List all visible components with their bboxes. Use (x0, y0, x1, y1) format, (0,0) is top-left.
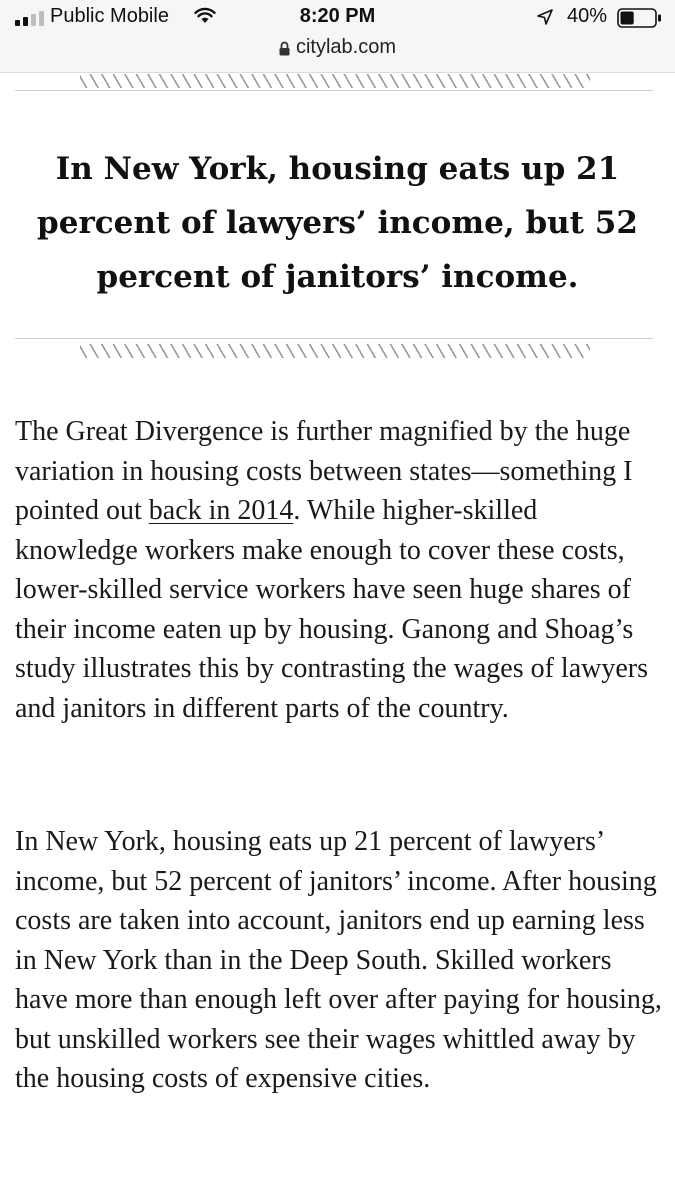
article-paragraph-1 (15, 412, 663, 728)
status-bar (0, 0, 675, 73)
lock-icon (279, 41, 290, 56)
pull-quote: In New York, housing eats up 21 percent of lawyers’ income, but 52 percent of janitors’ income. (37, 151, 638, 295)
top-hatch-divider (80, 74, 590, 88)
article-paragraph-2: In New York, housing eats up 21 percent of lawyers’ income, but 52 percent of janitors’ income. After housing costs are taken into account, janitors end up earning less in New York than in the Deep South. Skilled workers have more than enough left over after paying for housing, but unskilled workers see their wages whittled away by the housing costs of expensive cities. (15, 826, 662, 1094)
bottom-hatch-divider (80, 344, 590, 358)
carrier-name: Public Mobile (50, 5, 169, 27)
location-arrow-icon (537, 9, 553, 25)
address-bar[interactable] (0, 36, 675, 59)
bottom-rule (15, 338, 653, 339)
paragraph-1-text-before-link: The Great Divergence is further magnified by the huge variation in housing costs between states—something I pointed out (15, 416, 633, 526)
url-text: citylab.com (295, 36, 397, 58)
battery-icon (617, 8, 663, 28)
back-in-2014-link[interactable]: back in 2014 (148, 495, 294, 526)
top-rule (15, 90, 653, 91)
paragraph-1-text-after-link: . While higher-skilled knowledge workers make enough to cover these costs, lower-skilled service workers have seen huge shares of their income eaten up by housing. Ganong and Shoag’s study illustrates this by contrasting the wages of lawyers and janitors in different parts of the country. (15, 495, 648, 724)
battery-percentage: 40% (567, 5, 608, 27)
clock: 8:20 PM (299, 5, 376, 27)
